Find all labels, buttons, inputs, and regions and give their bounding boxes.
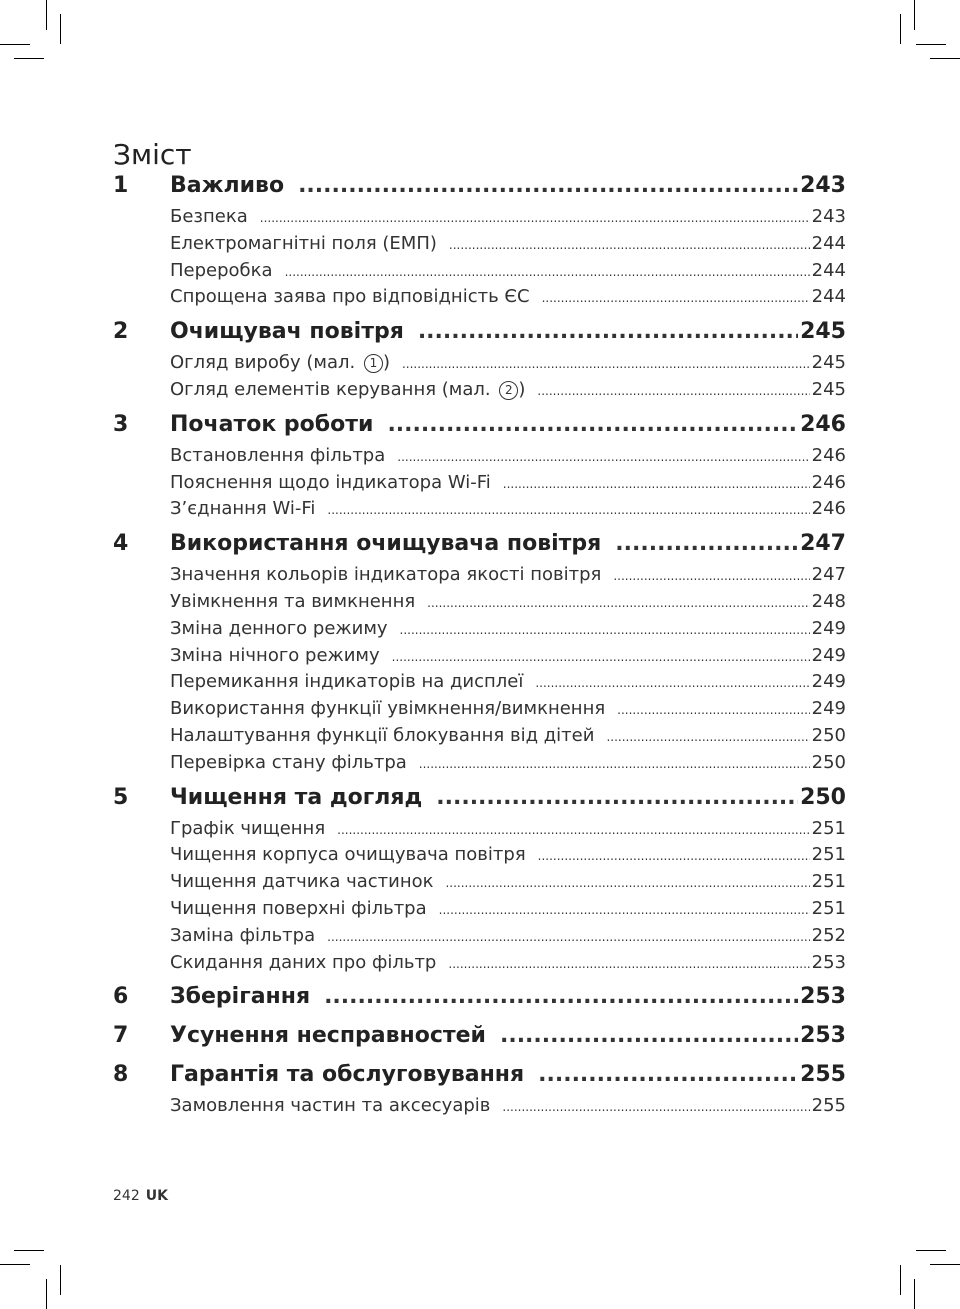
section-title-text: Безпека	[170, 206, 248, 227]
crop-mark	[900, 1265, 901, 1295]
chapter-page: 255	[800, 1062, 846, 1088]
dot-leader	[298, 168, 798, 204]
section-page: 251	[811, 897, 846, 919]
dot-leader	[537, 378, 809, 405]
footer-page-number: 242	[113, 1188, 140, 1204]
section-page: 251	[811, 817, 846, 839]
dot-leader	[260, 205, 810, 232]
section-title	[170, 723, 594, 750]
chapter-page: 247	[800, 531, 846, 557]
toc-chapter-entry[interactable]	[113, 314, 846, 350]
toc-chapter-entry[interactable]	[113, 168, 846, 204]
chapter-page: 253	[800, 984, 846, 1010]
section-page: 243	[811, 206, 846, 227]
section-page: 255	[811, 1095, 846, 1117]
page-footer	[113, 1188, 168, 1204]
dot-leader	[402, 351, 810, 378]
chapter-page: 246	[800, 411, 846, 437]
toc-chapter-entry[interactable]	[113, 1057, 846, 1093]
section-title-text: Чищення поверхні фільтра	[170, 897, 427, 919]
toc-chapter	[113, 1057, 846, 1120]
toc-chapter-entry[interactable]	[113, 979, 846, 1015]
crop-mark	[914, 0, 915, 30]
table-of-contents	[113, 168, 846, 1123]
toc-section-entry[interactable]	[170, 669, 846, 696]
section-title	[170, 896, 427, 923]
section-title	[170, 643, 380, 670]
section-page: 253	[811, 951, 846, 973]
section-title-text: Замовлення частин та аксесуарів	[170, 1095, 491, 1117]
section-title	[170, 562, 601, 589]
dot-leader	[445, 870, 809, 897]
section-title	[170, 950, 436, 977]
section-page: 251	[811, 844, 846, 866]
footer-language: UK	[145, 1188, 168, 1204]
section-title-text: Переробка	[170, 259, 273, 281]
crop-mark	[900, 14, 901, 44]
section-title	[170, 750, 407, 777]
section-page: 249	[811, 644, 846, 666]
dot-leader	[500, 1018, 798, 1054]
section-title-text: Пояснення щодо індикатора Wi-Fi	[170, 471, 491, 493]
dot-leader	[436, 780, 798, 816]
chapter-title: Очищувач повітря	[170, 319, 404, 345]
section-page: 245	[811, 378, 846, 400]
toc-chapter-entry[interactable]	[113, 1018, 846, 1054]
toc-section-entry[interactable]	[170, 443, 846, 470]
toc-section-entry[interactable]	[170, 284, 846, 311]
section-page: 248	[811, 590, 846, 612]
section-page: 249	[811, 698, 846, 720]
dot-leader	[449, 232, 810, 259]
section-title-text: Скидання даних про фільтр	[170, 951, 437, 973]
toc-section-entry[interactable]	[170, 643, 846, 670]
section-title-text: Огляд виробу (мал.	[170, 352, 356, 374]
chapter-number: 2	[113, 319, 129, 345]
toc-section-entry[interactable]	[170, 896, 846, 923]
section-title-suffix: )	[518, 378, 526, 400]
section-title	[170, 696, 605, 723]
toc-section-entry[interactable]	[170, 950, 846, 977]
section-title	[170, 258, 273, 285]
section-title-text: Значення кольорів індикатора якості повітря	[170, 564, 602, 586]
section-title	[170, 377, 525, 404]
section-title-text: Перемикання індикаторів на дисплеї	[170, 671, 524, 693]
toc-section-entry[interactable]	[170, 562, 846, 589]
dot-leader	[392, 644, 810, 671]
dot-leader	[427, 590, 809, 617]
section-page: 249	[811, 617, 846, 639]
toc-section-entry[interactable]	[170, 842, 846, 869]
chapter-number: 6	[113, 984, 129, 1010]
toc-chapter-entry[interactable]	[113, 526, 846, 562]
toc-chapter	[113, 526, 846, 776]
section-title-text: Графік чищення	[170, 817, 326, 839]
crop-mark	[60, 14, 61, 44]
toc-section-entry[interactable]	[170, 231, 846, 258]
chapter-page: 243	[800, 173, 846, 198]
toc-chapter	[113, 314, 846, 404]
section-title-text: Зміна нічного режиму	[170, 644, 380, 666]
section-title-text: Встановлення фільтра	[170, 444, 386, 466]
chapter-number: 5	[113, 784, 129, 810]
toc-section-entry[interactable]	[170, 589, 846, 616]
crop-mark	[14, 1250, 44, 1251]
section-title-text: Зміна денного режиму	[170, 617, 388, 639]
section-title	[170, 869, 433, 896]
crop-mark	[0, 44, 30, 45]
chapter-title: Використання очищувача повітря	[170, 531, 602, 557]
section-title	[170, 816, 325, 843]
chapter-title: Важливо	[170, 173, 285, 198]
section-page: 249	[811, 671, 846, 693]
toc-section-entry[interactable]	[170, 923, 846, 950]
section-title-text: Перевірка стану фільтра	[170, 751, 407, 773]
chapter-title: Початок роботи	[170, 411, 374, 437]
chapter-page: 245	[800, 319, 846, 345]
crop-mark	[46, 1279, 47, 1309]
dot-leader	[327, 924, 810, 951]
toc-section-entry[interactable]	[170, 204, 846, 231]
crop-mark	[916, 1250, 946, 1251]
dot-leader	[285, 259, 810, 286]
section-title-suffix: )	[382, 352, 390, 374]
dot-leader	[448, 951, 809, 978]
page-title: Зміст	[113, 137, 192, 171]
section-title	[170, 923, 315, 950]
dot-leader	[617, 697, 809, 724]
dot-leader	[387, 407, 798, 443]
dot-leader	[418, 314, 798, 350]
chapter-number: 3	[113, 411, 129, 437]
chapter-number: 7	[113, 1023, 129, 1049]
section-title-text: Чищення корпуса очищувача повітря	[170, 844, 526, 866]
section-title	[170, 350, 390, 377]
chapter-page: 250	[800, 784, 846, 810]
dot-leader	[327, 497, 809, 524]
section-page: 244	[811, 259, 846, 281]
section-title	[170, 669, 523, 696]
crop-mark	[914, 1279, 915, 1309]
section-title	[170, 1093, 490, 1120]
toc-section-entry[interactable]	[170, 470, 846, 497]
dot-leader	[613, 563, 809, 590]
section-title	[170, 284, 530, 311]
section-page: 245	[811, 352, 846, 374]
dot-leader	[324, 979, 798, 1015]
chapter-number: 1	[113, 173, 129, 198]
chapter-title: Гарантія та обслуговування	[170, 1062, 525, 1088]
toc-section-entry[interactable]	[170, 869, 846, 896]
chapter-number: 4	[113, 531, 129, 557]
section-title	[170, 616, 388, 643]
section-title	[170, 842, 526, 869]
dot-leader	[439, 897, 810, 924]
dot-leader	[400, 617, 810, 644]
crop-mark	[930, 1264, 960, 1265]
section-title	[170, 496, 315, 523]
dot-leader	[397, 444, 809, 471]
section-page: 246	[811, 444, 846, 466]
dot-leader	[337, 817, 809, 844]
toc-section-entry[interactable]	[170, 750, 846, 777]
toc-section-entry[interactable]	[170, 496, 846, 523]
chapter-number: 8	[113, 1062, 129, 1088]
chapter-title: Усунення несправностей	[170, 1023, 486, 1049]
section-title-text: Використання функції увімкнення/вимкнення	[170, 698, 606, 720]
toc-chapter	[113, 780, 846, 977]
section-page: 252	[811, 924, 846, 946]
section-title-text: Чищення датчика частинок	[170, 871, 434, 893]
dot-leader	[419, 751, 810, 778]
section-page: 244	[811, 286, 846, 308]
toc-chapter-entry[interactable]	[113, 780, 846, 816]
chapter-page: 253	[800, 1023, 846, 1049]
crop-mark	[930, 58, 960, 59]
toc-section-entry[interactable]	[170, 350, 846, 377]
toc-section-entry[interactable]	[170, 1093, 846, 1120]
section-title-text: З’єднання Wi-Fi	[170, 498, 316, 520]
section-page: 250	[811, 751, 846, 773]
section-title	[170, 589, 415, 616]
toc-chapter	[113, 979, 846, 1015]
dot-leader	[615, 526, 798, 562]
crop-mark	[916, 44, 946, 45]
section-page: 247	[811, 564, 846, 586]
crop-mark	[46, 0, 47, 30]
section-page: 251	[811, 871, 846, 893]
section-title-text: Заміна фільтра	[170, 924, 316, 946]
toc-section-entry[interactable]	[170, 616, 846, 643]
toc-section-entry[interactable]	[170, 258, 846, 285]
section-page: 246	[811, 471, 846, 493]
section-title-text: Огляд елементів керування (мал.	[170, 378, 491, 400]
section-title	[170, 231, 437, 258]
dot-leader	[535, 670, 809, 697]
crop-mark	[0, 1264, 30, 1265]
crop-mark	[14, 58, 44, 59]
section-title-text: Електромагнітні поля (ЕМП)	[170, 232, 437, 254]
dot-leader	[502, 1094, 809, 1121]
figure-number: 2	[499, 381, 518, 400]
toc-chapter	[113, 407, 846, 523]
figure-number: 1	[364, 354, 383, 373]
toc-chapter-entry[interactable]	[113, 407, 846, 443]
section-title	[170, 204, 248, 231]
chapter-title: Зберігання	[170, 984, 311, 1010]
chapter-title: Чищення та догляд	[170, 784, 423, 810]
section-page: 250	[811, 724, 846, 746]
section-title-text: Спрощена заява про відповідність ЄС	[170, 286, 530, 308]
section-title-text: Налаштування функції блокування від дітей	[170, 724, 595, 746]
toc-section-entry[interactable]	[170, 696, 846, 723]
section-title	[170, 443, 385, 470]
toc-section-entry[interactable]	[170, 816, 846, 843]
dot-leader	[538, 1057, 798, 1093]
section-title-text: Увімкнення та вимкнення	[170, 590, 416, 612]
dot-leader	[538, 843, 810, 870]
toc-section-entry[interactable]	[170, 723, 846, 750]
toc-section-entry[interactable]	[170, 377, 846, 404]
dot-leader	[542, 285, 810, 312]
section-page: 244	[811, 232, 846, 254]
dot-leader	[606, 724, 809, 751]
toc-chapter	[113, 168, 846, 311]
toc-chapter	[113, 1018, 846, 1054]
section-title	[170, 470, 491, 497]
dot-leader	[503, 471, 810, 498]
section-page: 246	[811, 498, 846, 520]
crop-mark	[60, 1265, 61, 1295]
